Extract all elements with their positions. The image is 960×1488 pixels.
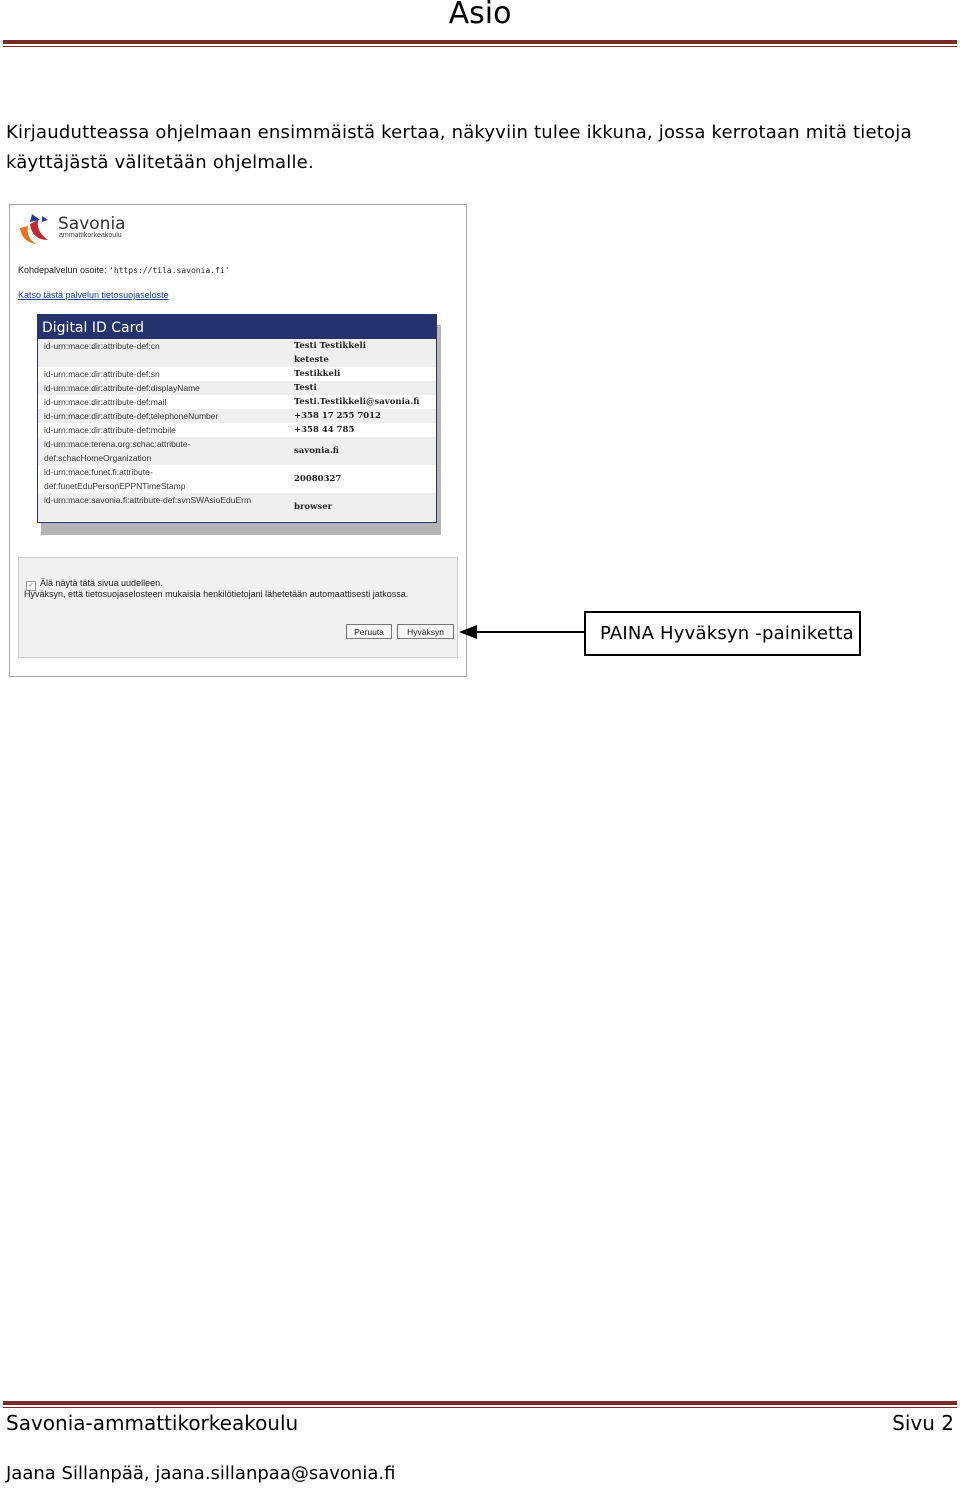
- attribute-row: [38, 381, 436, 395]
- card-title: Digital ID Card: [38, 315, 436, 339]
- footer-author: Jaana Sillanpää, jaana.sillanpaa@savonia.fi: [6, 1463, 396, 1484]
- attribute-value: Testi Testikkeli keteste: [294, 341, 367, 365]
- footer-rule: [3, 1401, 957, 1408]
- consent-text: Hyväksyn, että tietosuojaselosteen mukaisia henkilötietojani lähetetään automaattisesti jatkossa.: [24, 589, 409, 599]
- attribute-name: id-urn:mace:dir:attribute-def:mobile: [44, 425, 176, 435]
- accept-button[interactable]: Hyväksyn: [397, 624, 454, 639]
- privacy-policy-link[interactable]: Katso tästä palvelun tietosuojaseloste: [18, 290, 169, 300]
- target-service-row: [18, 265, 230, 275]
- attribute-row: [38, 339, 436, 367]
- attribute-name: id-urn:mace:terena.org:schac:attribute-def:schacHomeOrganization: [44, 439, 191, 463]
- intro-paragraph: Kirjaudutteassa ohjelmaan ensimmäistä kertaa, näkyviin tulee ikkuna, jossa kerrotaan mitä tietoja käyttäjästä välitetään ohjelmalle.: [6, 122, 912, 173]
- attribute-value: +358 44 785: [294, 425, 355, 435]
- attribute-value: Testi.Testikkeli@savonia.fi: [294, 397, 420, 407]
- attribute-name: id-urn:mace:funet.fi:attribute-def:funetEduPersonEPPNTimeStamp: [44, 467, 186, 491]
- remember-choice-label: Älä näytä tätä sivua uudelleen.: [40, 578, 163, 588]
- footer-organization: Savonia-ammattikorkeakoulu: [6, 1411, 299, 1435]
- attribute-row: [38, 409, 436, 423]
- attribute-name: id-urn:mace:savonia.fi:attribute-def:svnSWAsioEduErm: [44, 495, 252, 505]
- logo-subtitle: ammattikorkeakoulu: [59, 232, 122, 239]
- attribute-value: savonia.fi: [294, 446, 339, 456]
- remember-choice-checkbox[interactable]: ✓: [26, 581, 36, 591]
- attribute-name: id-urn:mace:dir:attribute-def:sn: [44, 369, 160, 379]
- attribute-row: [38, 493, 436, 521]
- attribute-value: Testi: [294, 383, 317, 393]
- attribute-row: [38, 395, 436, 409]
- header-rule: [3, 40, 957, 47]
- footer-page-number: Sivu 2: [892, 1411, 954, 1435]
- attribute-name: id-urn:mace:dir:attribute-def:cn: [44, 341, 160, 351]
- savonia-logo-icon: [18, 210, 54, 246]
- consent-panel: [18, 557, 458, 658]
- attribute-list: [38, 339, 436, 521]
- attribute-name: id-urn:mace:dir:attribute-def:displayName: [44, 383, 200, 393]
- attribute-row: [38, 437, 436, 465]
- callout-arrow-head-icon: [459, 625, 477, 639]
- target-service-label: Kohdepalvelun osoite:: [18, 265, 107, 275]
- callout-arrow-line: [476, 631, 584, 633]
- callout-box: PAINA Hyväksyn -painiketta: [584, 611, 861, 656]
- attribute-name: id-urn:mace:dir:attribute-def:telephoneNumber: [44, 411, 219, 421]
- login-screenshot: [9, 204, 467, 677]
- document-title: Asio: [448, 0, 512, 31]
- attribute-row: [38, 465, 436, 493]
- attribute-name: id-urn:mace:dir:attribute-def:mail: [44, 397, 167, 407]
- attribute-value: +358 17 255 7012: [294, 411, 381, 421]
- logo-name: Savonia: [58, 214, 126, 234]
- attribute-row: [38, 423, 436, 437]
- cancel-button[interactable]: Peruuta: [346, 624, 392, 639]
- attribute-row: [38, 367, 436, 381]
- attribute-value: browser: [294, 502, 333, 512]
- attribute-value: Testikkeli: [294, 369, 341, 379]
- attribute-value: 20080327: [294, 474, 342, 484]
- savonia-logo: [18, 210, 158, 246]
- digital-id-card: [37, 314, 437, 523]
- target-service-url: 'https://tila.savonia.fi': [109, 266, 230, 275]
